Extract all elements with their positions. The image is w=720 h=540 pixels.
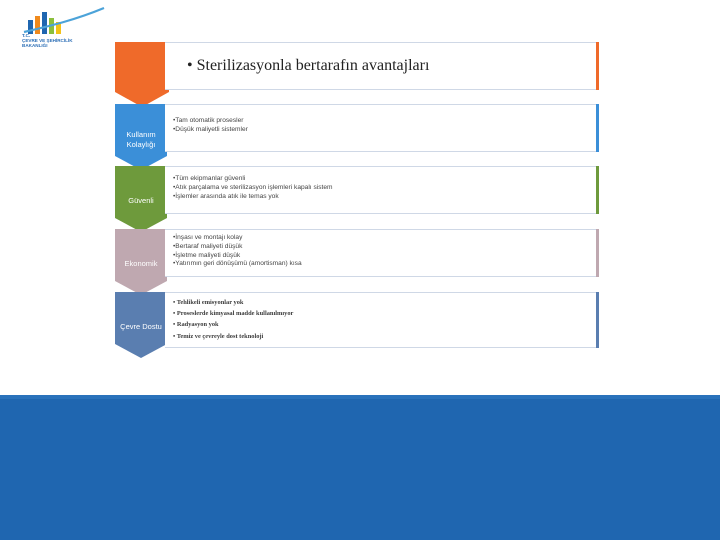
row-3-box	[165, 229, 597, 277]
list-item: •İşlemler arasında atık ile temas yok	[173, 192, 279, 200]
logo-line-2: ÇEVRE VE ŞEHİRCİLİK	[22, 38, 73, 44]
list-item: •İşletme maliyeti düşük	[173, 251, 241, 259]
row-4-bullets	[173, 297, 293, 342]
list-item: • Radyasyon yok	[173, 321, 219, 329]
list-item: •Tam otomatik prosesler	[173, 117, 244, 124]
row-2-chevron	[115, 166, 165, 232]
list-item: •Atık parçalama ve sterilizasyon işlemleri kapalı sistem	[173, 183, 333, 191]
bottom-band-highlight	[0, 395, 720, 399]
logo-line-3: BAKANLIĞI	[22, 43, 48, 49]
row-1-box	[165, 104, 597, 152]
logo-line-1: T.C.	[22, 33, 31, 38]
row-1-bullets	[173, 117, 248, 135]
list-item: •Yatırımın geri dönüşümü (amortisman) kısa	[173, 260, 302, 268]
row-4-box	[165, 292, 597, 348]
row-2-label: Güvenli	[128, 196, 154, 205]
list-item: •Tüm ekipmanlar güvenli	[173, 175, 246, 182]
row-3-label: Ekonomik	[124, 259, 158, 268]
ministry-logo-text	[22, 33, 92, 49]
list-item: •Bertaraf maliyeti düşük	[173, 242, 243, 250]
list-item: •Düşük maliyetli sistemler	[173, 125, 248, 133]
title-box	[165, 42, 597, 90]
page-title: • Sterilizasyonla bertarafın avantajları	[187, 57, 430, 74]
row-1-chevron	[115, 104, 165, 170]
list-item: • Tehlikeli emisyonlar yok	[173, 299, 244, 306]
row-4-label: Çevre Dostu	[120, 322, 162, 331]
title-chevron	[115, 42, 165, 107]
bottom-band	[0, 395, 720, 540]
row-2-box	[165, 166, 597, 214]
list-item: • Proseslerde kimyasal madde kullanılmıyor	[173, 310, 294, 318]
row-2-bullets	[173, 175, 333, 201]
row-1-label: Kullanım Kolaylığı	[126, 130, 156, 149]
row-3-chevron	[115, 229, 165, 295]
list-item: •İnşası ve montajı kolay	[173, 234, 243, 241]
row-4-chevron	[115, 292, 165, 358]
list-item: • Temiz ve çevreyle dost teknoloji	[173, 332, 264, 340]
row-3-bullets	[173, 234, 302, 269]
